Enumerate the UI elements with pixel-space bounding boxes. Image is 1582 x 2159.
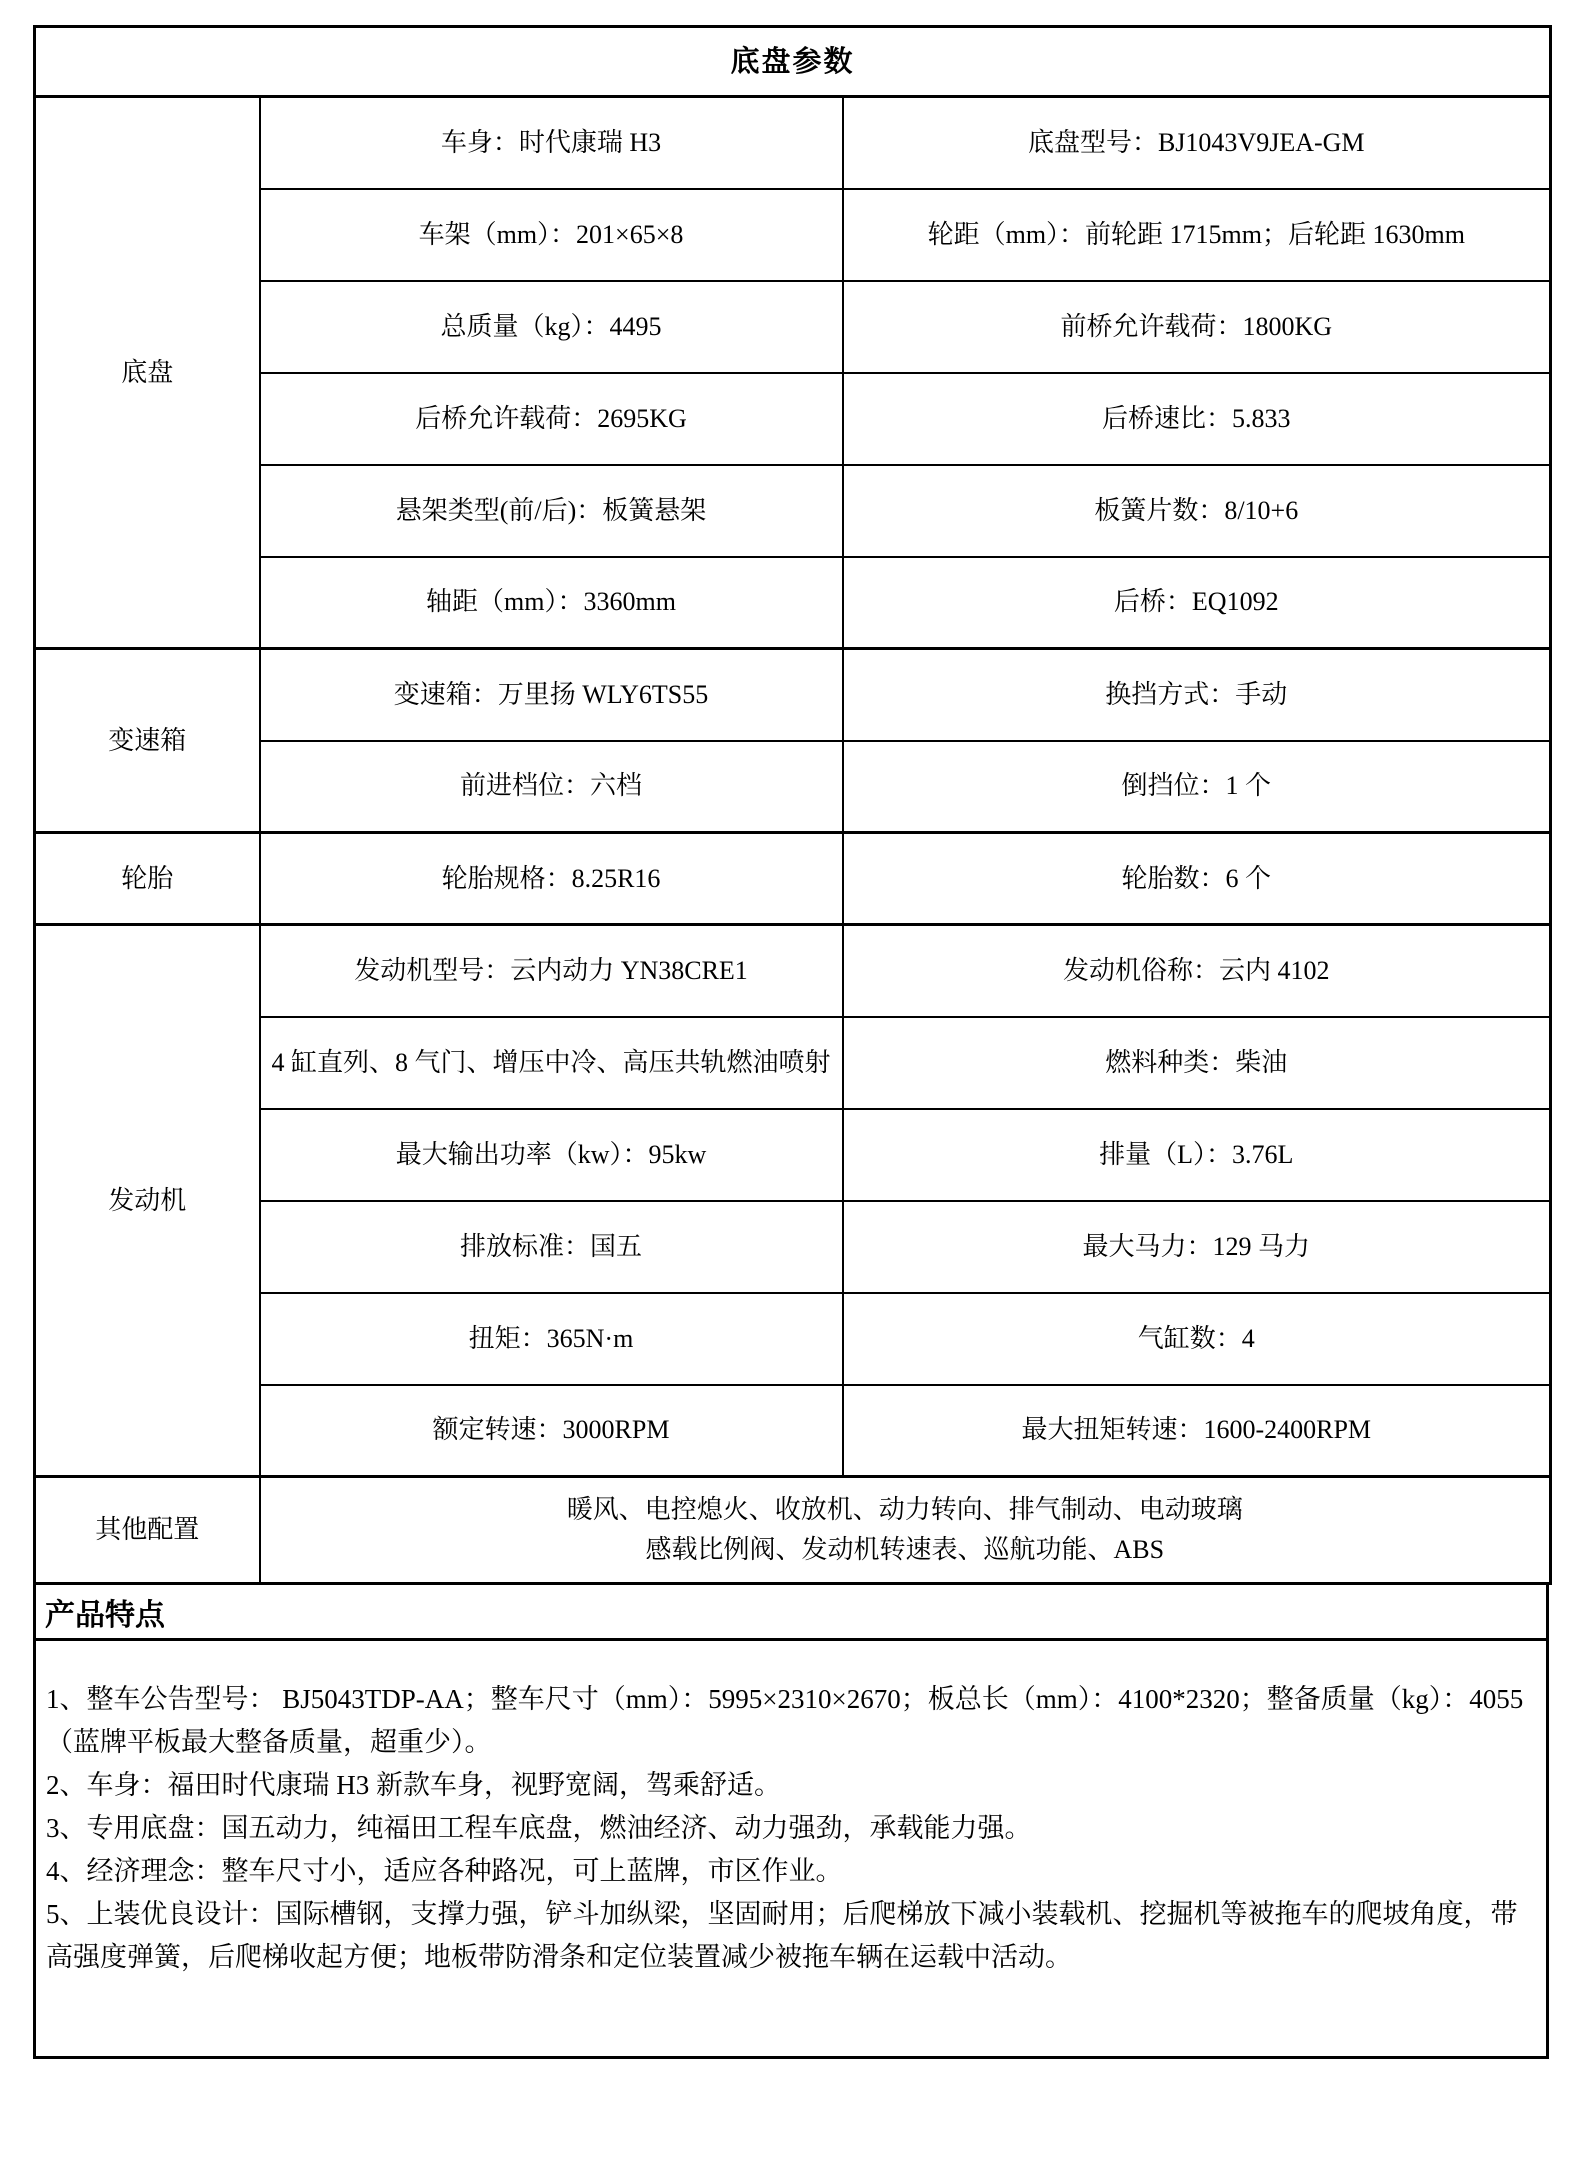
spec-cell: 发动机型号：云内动力 YN38CRE1 (260, 925, 843, 1017)
group-label-cell: 发动机 (35, 925, 260, 1477)
spec-cell: 后桥：EQ1092 (843, 557, 1551, 649)
chassis-spec-table (33, 25, 1552, 1585)
spec-row (35, 281, 1551, 373)
spec-cell: 车身：时代康瑞 H3 (260, 97, 843, 189)
spec-row (35, 1477, 1551, 1584)
spec-cell: 扭矩：365N·m (260, 1293, 843, 1385)
features-list (33, 1641, 1549, 2059)
spec-cell: 额定转速：3000RPM (260, 1385, 843, 1477)
spec-cell: 4 缸直列、8 气门、增压中冷、高压共轨燃油喷射 (260, 1017, 843, 1109)
spec-cell: 变速箱：万里扬 WLY6TS55 (260, 649, 843, 741)
table-title-row (35, 27, 1551, 97)
spec-row (35, 1385, 1551, 1477)
spec-cell: 悬架类型(前/后)：板簧悬架 (260, 465, 843, 557)
spec-cell: 轮胎数：6 个 (843, 833, 1551, 925)
spec-cell: 板簧片数：8/10+6 (843, 465, 1551, 557)
spec-cell: 底盘型号：BJ1043V9JEA-GM (843, 97, 1551, 189)
spec-cell: 最大输出功率（kw）：95kw (260, 1109, 843, 1201)
feature-item: 2、车身：福田时代康瑞 H3 新款车身，视野宽阔，驾乘舒适。 (46, 1770, 781, 1800)
feature-item: 3、专用底盘：国五动力，纯福田工程车底盘，燃油经济、动力强劲，承载能力强。 (46, 1813, 1032, 1843)
features-heading: 产品特点 (33, 1585, 1549, 1641)
spec-row (35, 1293, 1551, 1385)
spec-cell: 后桥速比：5.833 (843, 373, 1551, 465)
spec-row (35, 1017, 1551, 1109)
spec-cell: 轴距（mm）：3360mm (260, 557, 843, 649)
spec-cell: 换挡方式：手动 (843, 649, 1551, 741)
spec-row (35, 97, 1551, 189)
spec-cell: 车架（mm）：201×65×8 (260, 189, 843, 281)
feature-item: 1、整车公告型号： BJ5043TDP-AA；整车尺寸（mm）：5995×2310×2670；板总长（mm）：4100*2320；整备质量（kg）：4055（蓝牌平板最大整备质量，超重少）。 (46, 1684, 1524, 1757)
spec-cell: 倒挡位：1 个 (843, 741, 1551, 833)
spec-cell: 最大扭矩转速：1600-2400RPM (843, 1385, 1551, 1477)
spec-cell: 燃料种类：柴油 (843, 1017, 1551, 1109)
spec-cell: 前桥允许载荷：1800KG (843, 281, 1551, 373)
spec-row (35, 1201, 1551, 1293)
spec-cell: 后桥允许载荷：2695KG (260, 373, 843, 465)
spec-table-body (35, 27, 1551, 1584)
spec-row (35, 649, 1551, 741)
spec-cell: 发动机俗称：云内 4102 (843, 925, 1551, 1017)
spec-cell: 前进档位：六档 (260, 741, 843, 833)
spec-row (35, 465, 1551, 557)
feature-item: 4、经济理念：整车尺寸小，适应各种路况，可上蓝牌，市区作业。 (46, 1856, 843, 1886)
table-title: 底盘参数 (35, 27, 1551, 97)
spec-row (35, 925, 1551, 1017)
spec-cell: 排放标准：国五 (260, 1201, 843, 1293)
spec-cell: 轮距（mm）：前轮距 1715mm；后轮距 1630mm (843, 189, 1551, 281)
spec-row (35, 741, 1551, 833)
group-label-cell: 其他配置 (35, 1477, 260, 1584)
spec-row (35, 1109, 1551, 1201)
spec-cell: 总质量（kg）：4495 (260, 281, 843, 373)
feature-item: 5、上装优良设计：国际槽钢，支撑力强，铲斗加纵梁，坚固耐用；后爬梯放下减小装载机、挖掘机等被拖车的爬坡角度，带高强度弹簧，后爬梯收起方便；地板带防滑条和定位装置减少被拖车辆在运载中活动。 (46, 1899, 1518, 1972)
spec-row (35, 833, 1551, 925)
spec-cell: 排量（L）：3.76L (843, 1109, 1551, 1201)
spec-cell: 暖风、电控熄火、收放机、动力转向、排气制动、电动玻璃 感载比例阀、发动机转速表、巡航功能、ABS (260, 1477, 1551, 1584)
spec-row (35, 373, 1551, 465)
spec-cell: 气缸数：4 (843, 1293, 1551, 1385)
group-label-cell: 底盘 (35, 97, 260, 649)
group-label-cell: 轮胎 (35, 833, 260, 925)
group-label-cell: 变速箱 (35, 649, 260, 833)
spec-cell: 轮胎规格：8.25R16 (260, 833, 843, 925)
spec-cell: 最大马力：129 马力 (843, 1201, 1551, 1293)
spec-row (35, 557, 1551, 649)
spec-row (35, 189, 1551, 281)
